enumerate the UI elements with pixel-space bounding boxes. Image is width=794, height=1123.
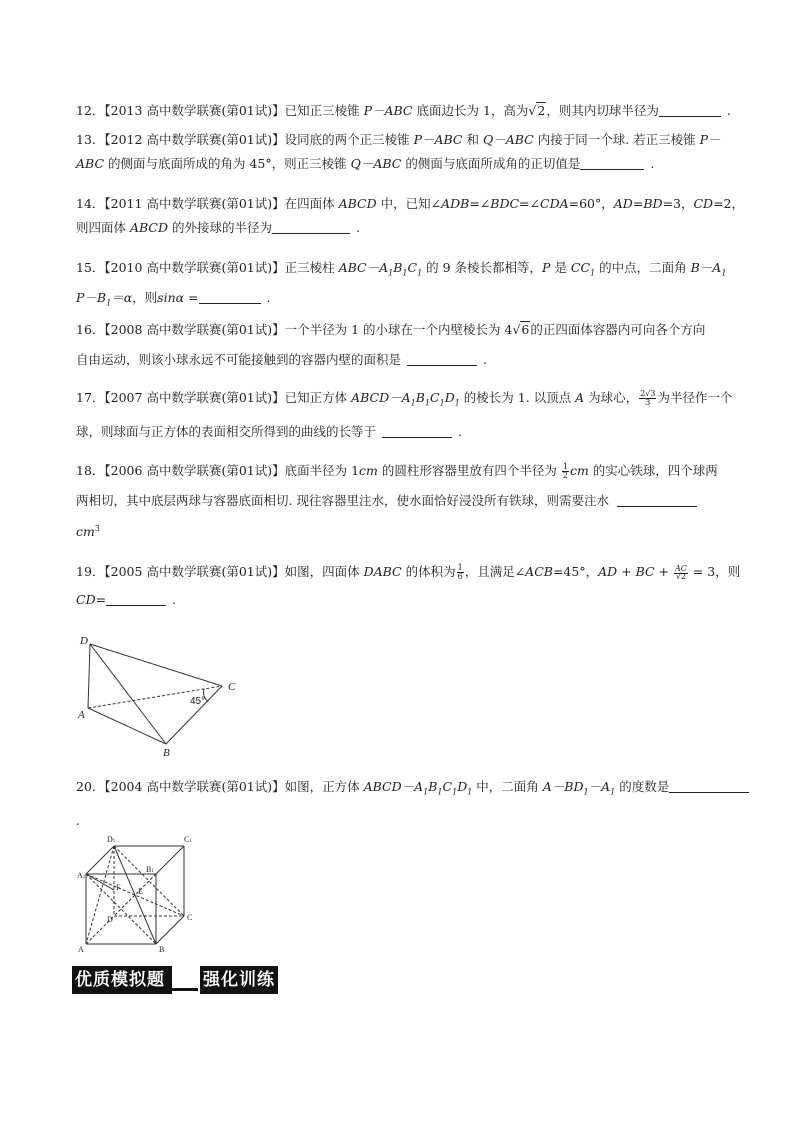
q12-math: P－ABC: [363, 103, 413, 118]
edge-DC: [90, 644, 222, 686]
label-C: C: [187, 913, 193, 922]
q15-answer-blank[interactable]: [199, 291, 261, 304]
edge-DA: [88, 644, 90, 708]
svg-text:B1: B1: [146, 865, 154, 874]
question-19: 19．【2005 高中数学联赛(第01试)】如图，四面体 DABC 的体积为 $\frac{1}{6}$ ，且满足∠ACB=45°，AD + BC + $\frac{AC}{√2}$ = 3，则 CD= .: [76, 563, 741, 607]
question-14: 14．【2011 高中数学联赛(第01试)】在四面体 ABCD 中，已知∠ADB=∠BDC=∠CDA=60°，AD=BD=3，CD=2， 则四面体 ABCD 的外接球的半径为 .: [76, 196, 744, 235]
q16-answer-blank[interactable]: [407, 353, 477, 366]
edge-AB: [88, 708, 166, 744]
label-B: B: [159, 945, 165, 954]
figure-19-tetrahedron: [76, 630, 246, 760]
q12-answer-blank[interactable]: [659, 104, 721, 117]
q12-text-2: 底面边长为 1，高为: [412, 103, 529, 118]
q12-sqrt: 2: [537, 103, 546, 118]
label-A: A: [78, 709, 85, 721]
figure-20-cube: [74, 832, 204, 956]
q12-text-3: ，则其内切球半径为: [546, 103, 659, 118]
q18-answer-blank[interactable]: [617, 494, 697, 507]
question-17: 17．【2007 高中数学联赛(第01试)】已知正方体 $ABCD-A_1B_1C_1D_1$ 的棱长为 1. 以顶点 A 为球心， $\frac{2√3}{3}$ 为半径作一个 球，则球面与正方体的表面相交所得到的曲线的长等于 .: [76, 389, 733, 439]
question-16: 16．【2008 高中数学联赛(第01试)】一个半径为 1 的小球在一个内壁棱长为 4√6的正四面体容器内可向各个方向 自由运动，则该小球永远不可能接触到的容器内壁的面积是 .: [76, 322, 706, 367]
edge-BC: [166, 686, 222, 744]
banner-underline: [172, 988, 198, 991]
question-18: 18．【2006 高中数学联赛(第01试)】底面半径为 1cm 的圆柱形容器里放有四个半径为 $\frac{1}{2}$ cm 的实心铁球，四个球两 两相切，其中底层两球与容器底面相切. 现往容器里注水，使水面恰好浸没所有铁球，则需要注水 $cm^3$: [76, 462, 718, 540]
label-D: D: [107, 915, 113, 924]
q14-answer-blank[interactable]: [272, 221, 350, 234]
question-12: 12．【2013 高中数学联赛(第01试)】已知正三棱锥 P－ABC 底面边长为 1，高为√2，则其内切球半径为 .: [76, 103, 731, 118]
q20-answer-blank[interactable]: [669, 780, 749, 793]
section-banner: [72, 966, 278, 994]
label-D: D: [80, 635, 88, 647]
q13-answer-blank[interactable]: [580, 157, 644, 170]
q12-text: 12．【2013 高中数学联赛(第01试)】已知正三棱锥: [76, 103, 364, 118]
q17-answer-blank[interactable]: [382, 425, 452, 438]
q19-answer-blank[interactable]: [106, 593, 166, 606]
question-13: 13．【2012 高中数学联赛(第01试)】设同底的两个正三棱锥 P－ABC 和 Q－ABC 内接于同一个球. 若正三棱锥 P－ ABC 的侧面与底面所成的角为 45°，则正三棱锥 Q－ABC 的侧面与底面所成角的正切值是 .: [76, 132, 721, 171]
label-B: B: [163, 747, 170, 759]
label-A: A: [78, 945, 84, 954]
edge-DB: [90, 644, 166, 744]
label-45: 45°: [190, 696, 206, 707]
banner-right: 强化训练: [200, 966, 278, 994]
banner-left: 优质模拟题: [72, 966, 172, 994]
label-C: C: [228, 681, 236, 693]
svg-text:C1: C1: [184, 835, 192, 844]
label-E: E: [138, 887, 143, 896]
label-F: F: [116, 883, 121, 892]
svg-text:A1: A1: [77, 871, 86, 880]
question-15: 15．【2010 高中数学联赛(第01试)】正三棱柱 $ABC-A_1B_1C_1$ 的 9 条棱长都相等，P 是 $CC_1$ 的中点，二面角 $B-A_1$ $P-B_1=\alpha$，则sinα = .: [76, 260, 727, 307]
svg-text:D1: D1: [107, 835, 116, 844]
question-20: 20．【2004 高中数学联赛(第01试)】如图，正方体 $ABCD-A_1B_1C_1D_1$ 中，二面角 $A-BD_1-A_1$ 的度数是 .: [76, 775, 726, 833]
